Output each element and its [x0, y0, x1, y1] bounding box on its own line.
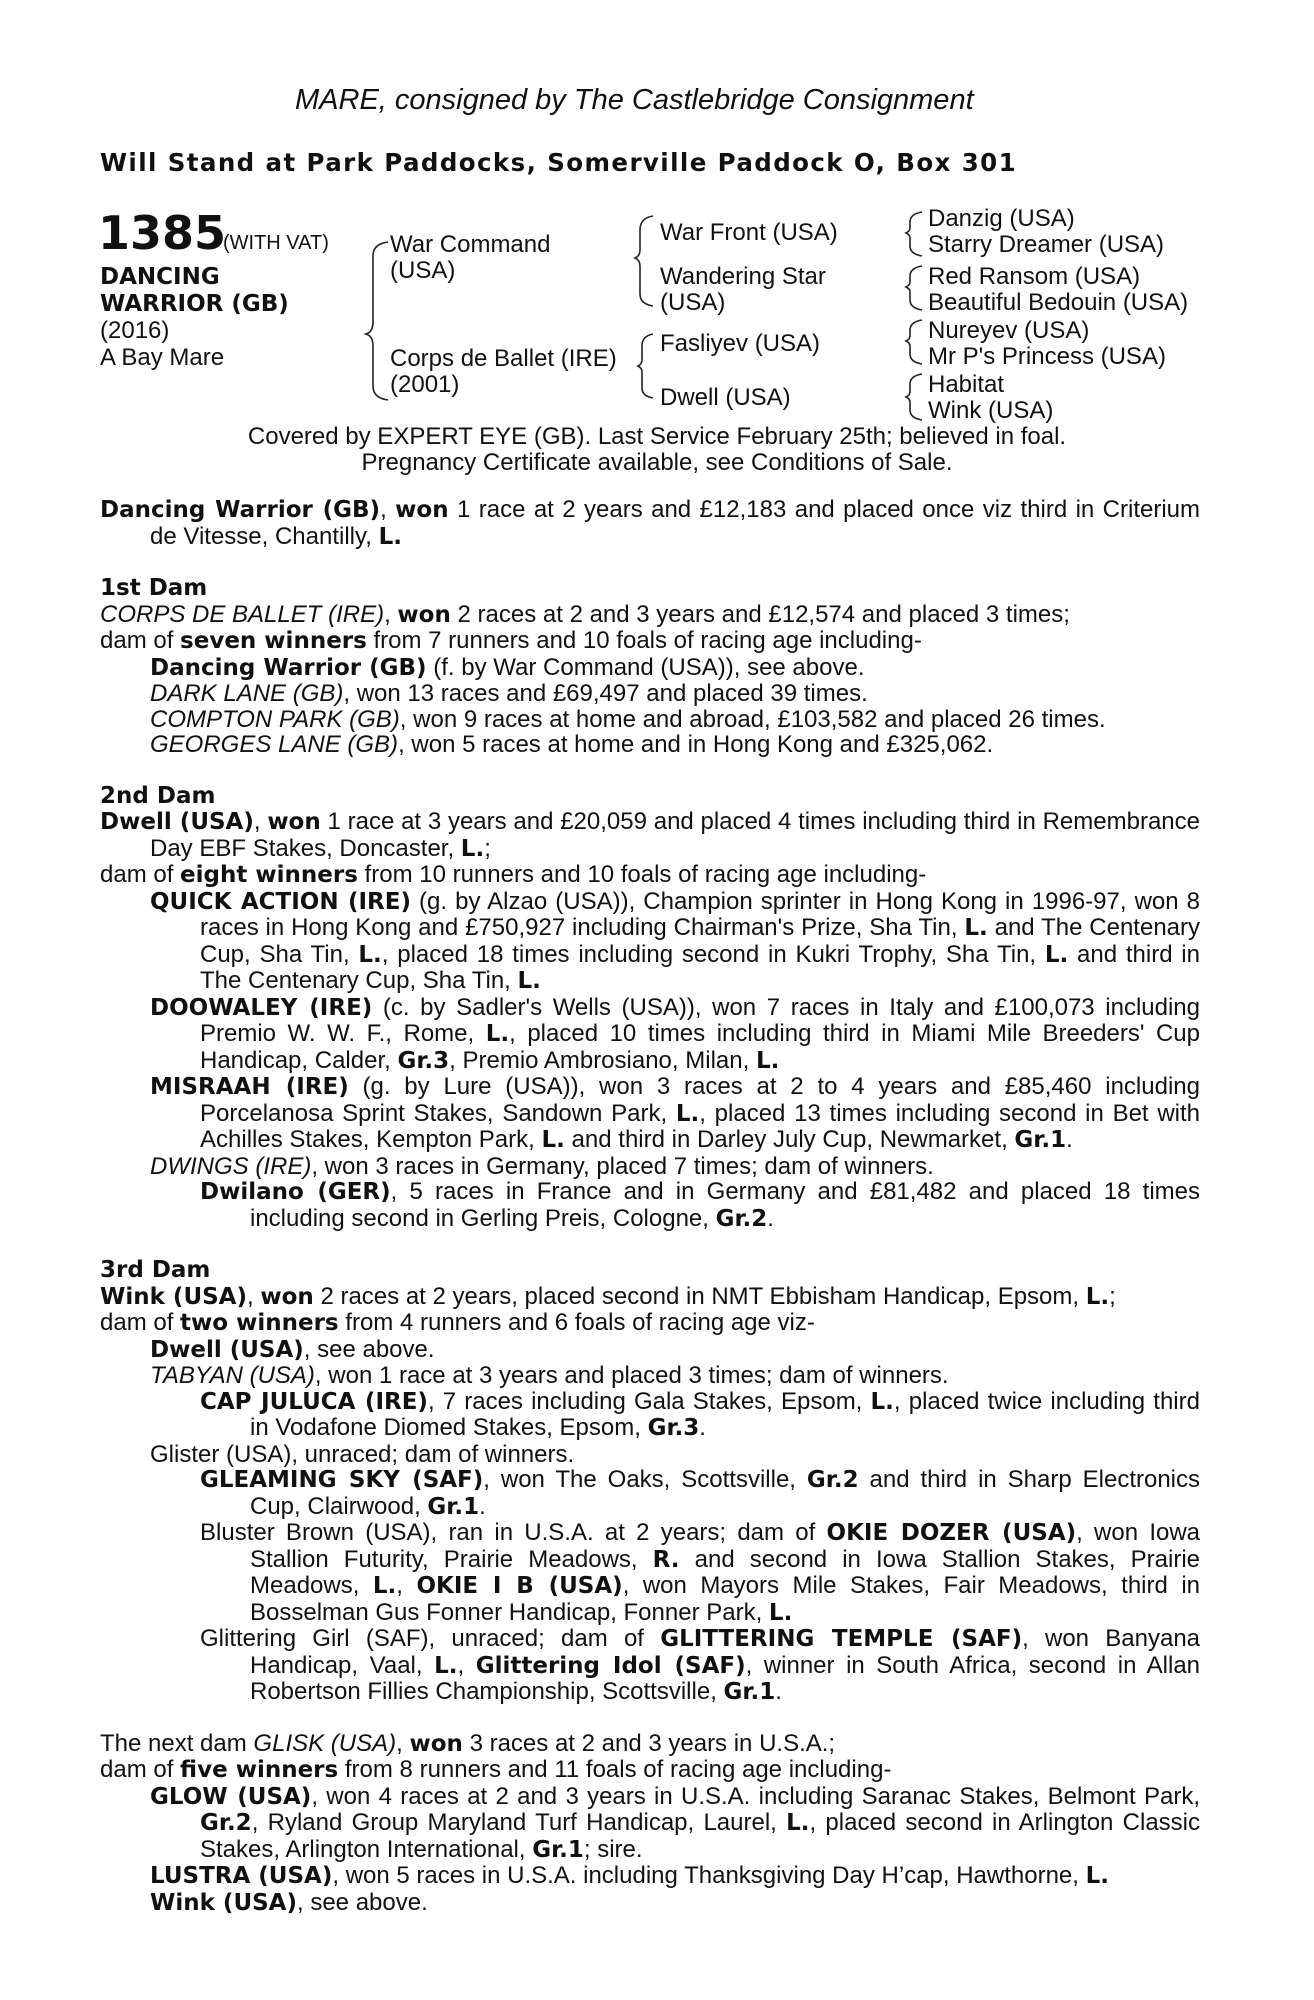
list-item: DWINGS (IRE), won 3 races in Germany, placed 7 times; dam of winners. [150, 1152, 934, 1180]
covered-line-2: Pregnancy Certificate available, see Conditions of Sale. [361, 448, 953, 476]
sds: Red Ransom (USA) [928, 263, 1141, 290]
third-dam-record: Wink (USA), won 2 races at 2 years, placed second in NMT Ebbisham Handicap, Epsom, L.; [100, 1282, 1116, 1310]
dam-year: (2001) [390, 371, 460, 398]
third-dam-produce: dam of two winners from 4 runners and 6 foals of racing age viz- [100, 1309, 815, 1336]
list-item: Wink (USA), see above. [150, 1888, 428, 1916]
dam-dam: Dwell (USA) [660, 384, 791, 411]
list-item: Dancing Warrior (GB) (f. by War Command (USA)), see above. [150, 653, 865, 681]
covered-line-1: Covered by EXPERT EYE (GB). Last Service February 25th; believed in foal. [247, 423, 1067, 450]
dam-name: Corps de Ballet (IRE) [390, 345, 617, 372]
sss: Danzig (USA) [928, 205, 1075, 232]
second-dam-heading: 2nd Dam [100, 782, 216, 809]
list-item: GEORGES LANE (GB), won 5 races at home and in Hong Kong and £325,062. [150, 731, 994, 758]
sire-origin: (USA) [390, 257, 456, 284]
covered-info [0, 424, 1314, 475]
list-item: Dwell (USA), see above. [150, 1335, 435, 1363]
dds: Habitat [928, 371, 1005, 398]
sdd: Beautiful Bedouin (USA) [928, 289, 1189, 316]
list-item: LUSTRA (USA), won 5 races in U.S.A. including Thanksgiving Day H’cap, Hawthorne, L. [150, 1862, 1110, 1889]
next-dam-produce: dam of five winners from 8 runners and 11 foals of racing age including- [100, 1756, 892, 1783]
sire-dam-origin: (USA) [660, 289, 726, 316]
pedigree-braces [0, 0, 1314, 440]
horse-description: A Bay Mare [100, 344, 225, 371]
sire-name: War Command [390, 231, 551, 258]
third-dam-heading: 3rd Dam [100, 1257, 211, 1283]
list-item: GLOW (USA), won 4 races at 2 and 3 years in U.S.A. including Saranac Stakes, Belmont Park, Gr.2, Ryland Group Maryland Turf Handicap, Laurel, L., placed second in Arlington Classic Stakes, Arlington International, Gr.1; sire. [150, 1782, 1200, 1863]
next-dam-record: The next dam GLISK (USA), won 3 races at 2 and 3 years in U.S.A.; [100, 1729, 836, 1757]
list-item: DARK LANE (GB), won 13 races and £69,497 and placed 39 times. [150, 680, 868, 707]
list-item: TABYAN (USA), won 1 race at 3 years and placed 3 times; dam of winners. [150, 1362, 949, 1389]
horse-name-line2: WARRIOR (GB) [100, 291, 289, 317]
intro-paragraph: Dancing Warrior (GB), won 1 race at 2 years and £12,183 and placed once viz third in Criterium de Vitesse, Chantilly, L. [100, 496, 1201, 550]
list-item: Bluster Brown (USA), ran in U.S.A. at 2 years; dam of OKIE DOZER (USA), won Iowa Stallion Futurity, Prairie Meadows, R. and second in Iowa Stallion Stakes, Prairie Meadows, L., OKIE I B (USA), won Mayors Mile Stakes, Fair Meadows, third in Bosselman Gus Fonner Handicap, Fonner Park, L. [200, 1519, 1201, 1626]
list-item: Glister (USA), unraced; dam of winners. [150, 1440, 575, 1468]
list-item: Dwilano (GER), 5 races in France and in Germany and £81,482 and placed 18 times including second in Gerling Preis, Cologne, Gr.2. [200, 1178, 1200, 1232]
consignment-heading: MARE, consigned by The Castlebridge Consignment [295, 84, 974, 116]
sire-sire: War Front (USA) [660, 219, 838, 246]
vat-label: (WITH VAT) [223, 232, 329, 254]
list-item: MISRAAH (IRE) (g. by Lure (USA)), won 3 races at 2 to 4 years and £85,460 including Porcelanosa Sprint Stakes, Sandown Park, L., placed 13 times including second in Bet with Achilles Stakes, Kempton Park, L. and third in Darley July Cup, Newmarket, Gr.1. [150, 1073, 1201, 1153]
lot-number: 1385 [98, 206, 227, 260]
stand-location: Will Stand at Park Paddocks, Somerville Paddock O, Box 301 [100, 148, 1018, 177]
sire-dam: Wandering Star [660, 263, 826, 290]
foaling-year: (2016) [100, 317, 170, 344]
list-item: DOOWALEY (IRE) (c. by Sadler's Wells (USA)), won 7 races in Italy and £100,073 including Premio W. W. F., Rome, L., placed 10 times including third in Miami Mile Breeders' Cup Handicap, Calder, Gr.3, Premio Ambrosiano, Milan, L. [150, 993, 1201, 1074]
dsd: Mr P's Princess (USA) [928, 343, 1166, 370]
list-item: Glittering Girl (SAF), unraced; dam of GLITTERING TEMPLE (SAF), won Banyana Handicap, Vaal, L., Glittering Idol (SAF), winner in South Africa, second in Allan Robertson Fillies Championship, Scottsville, Gr.1. [200, 1625, 1201, 1705]
second-dam-produce: dam of eight winners from 10 runners and 10 foals of racing age including- [100, 861, 927, 888]
list-item: COMPTON PARK (GB), won 9 races at home and abroad, £103,582 and placed 26 times. [150, 705, 1106, 733]
second-dam-record: Dwell (USA), won 1 race at 3 years and £20,059 and placed 4 times including third in Remembrance Day EBF Stakes, Doncaster, L.; [100, 808, 1200, 862]
catalogue-body [100, 497, 1200, 1916]
list-item: QUICK ACTION (IRE) (g. by Alzao (USA)), Champion sprinter in Hong Kong in 1996-97, won 8 races in Hong Kong and £750,927 including Chairman's Prize, Sha Tin, L. and The Centenary Cup, Sha Tin, L., placed 18 times including second in Kukri Trophy, Sha Tin, L. and third in The Centenary Cup, Sha Tin, L. [150, 887, 1201, 994]
first-dam-heading: 1st Dam [100, 575, 208, 601]
ssd: Starry Dreamer (USA) [928, 231, 1165, 258]
horse-name: DANCING [100, 264, 220, 290]
dam-sire: Fasliyev (USA) [660, 330, 821, 357]
first-dam-produce: dam of seven winners from 7 runners and 10 foals of racing age including- [100, 627, 922, 654]
ddd: Wink (USA) [928, 397, 1054, 424]
list-item: GLEAMING SKY (SAF), won The Oaks, Scottsville, Gr.2 and third in Sharp Electronics Cup, Clairwood, Gr.1. [200, 1466, 1201, 1520]
first-dam-record: CORPS DE BALLET (IRE), won 2 races at 2 and 3 years and £12,574 and placed 3 times; [100, 600, 1070, 628]
list-item: CAP JULUCA (IRE), 7 races including Gala Stakes, Epsom, L., placed twice including third in Vodafone Diomed Stakes, Epsom, Gr.3. [200, 1387, 1200, 1441]
dss: Nureyev (USA) [928, 317, 1090, 344]
